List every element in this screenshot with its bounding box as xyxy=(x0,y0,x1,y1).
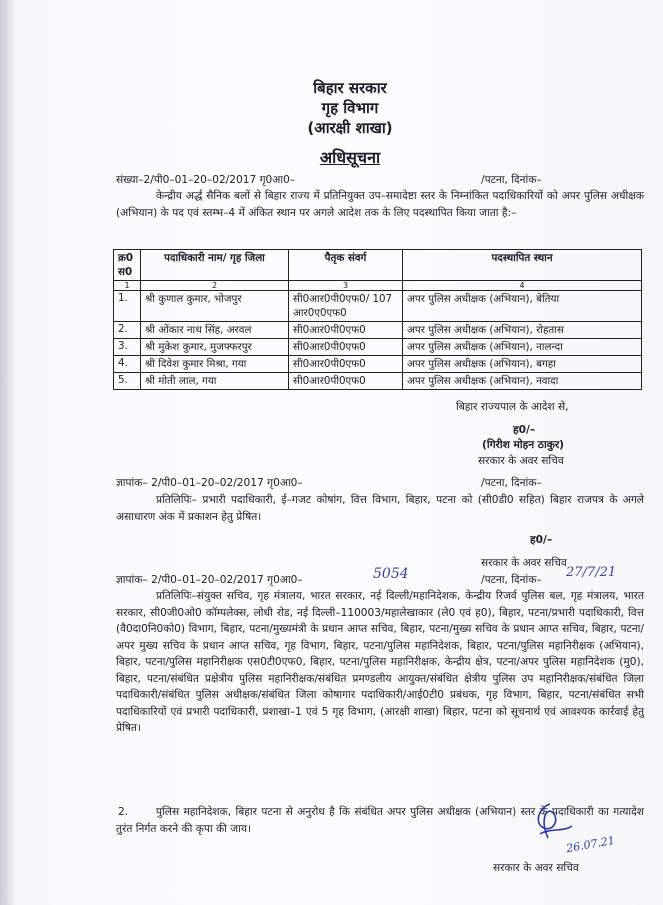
cell-sn: 4. xyxy=(114,356,141,373)
table-row xyxy=(114,373,642,390)
memo1-place-date: /पटना, दिनांक– xyxy=(481,477,542,489)
cell-posting: अपर पुलिस अधीक्षक (अभियान), रोहतास xyxy=(403,322,642,339)
signatory-designation: सरकार के अवर सचिव xyxy=(478,455,564,467)
memo1-copy: प्रतिलिपिः– प्रभारी पदाधिकारी, ई–गजट कोषांग, वित्त विभाग, बिहार, पटना को (सी0डी0 सहित) बिहार राजपत्र के अगले असाधारण अंक में प्रकाशन हेतु प्रेषित। xyxy=(116,494,644,523)
branch-name: (आरक्षी शाखा) xyxy=(307,119,393,137)
handwritten-number: 5054 xyxy=(373,566,409,582)
cell-cadre: सी0आर0पी0एफ0 xyxy=(289,322,403,339)
cell-posting: अपर पुलिस अधीक्षक (अभियान), बगहा xyxy=(403,356,642,373)
document-title: अधिसूचना xyxy=(319,148,381,167)
cell-cadre: सी0आर0पी0एफ0 xyxy=(289,373,403,390)
para2-text: पुलिस महानिदेशक, बिहार पटना से अनुरोध है कि संबंधित अपर पुलिस अधीक्षक (अभियान) स्तर के पदाधिकारी का गत्यादेश तुरंत निर्गत करने की कृपा की जाय। xyxy=(116,806,644,835)
notification-place-date: /पटना, दिनांक– xyxy=(481,174,542,186)
memo1-designation: सरकार के अवर सचिव xyxy=(481,557,567,569)
cell-posting: अपर पुलिस अधीक्षक (अभियान), नालन्दा xyxy=(403,339,642,356)
cell-name: श्री मुकेश कुमार, मुजफ्फरपुर xyxy=(141,339,289,356)
cell-name: श्री ओंकार नाथ सिंह, अरवल xyxy=(141,322,289,339)
colnum: 2 xyxy=(141,281,289,291)
cell-cadre: सी0आर0पी0एफ0 xyxy=(289,356,403,373)
colnum: 4 xyxy=(403,281,642,291)
memo2-ref: ज्ञापांक– 2/पी0–01–20–02/2017 गृ0आ0– xyxy=(116,574,303,586)
cell-posting: अपर पुलिस अधीक्षक (अभियान), नवादा xyxy=(403,373,642,390)
notification-paragraph: केन्द्रीय अर्द्ध सैनिक बलों से बिहार राज्य में प्रतिनियुक्त उप–समादेष्टा स्तर के निम्नांकित पदाधिकारियों को अपर पुलिस अधीक्षक (अभियान) के पद एवं स्तम्भ–4 में अंकित स्थान पर अगले आदेश तक के लिए पदस्थापित किया जाता है:– xyxy=(116,190,644,219)
cell-sn: 1. xyxy=(114,291,141,322)
memo1-ref: ज्ञापांक– 2/पी0–01–20–02/2017 गृ0आ0– xyxy=(116,477,303,489)
table-colnum-row xyxy=(114,281,642,291)
para2-number: 2. xyxy=(118,806,129,818)
cell-sn: 5. xyxy=(114,373,141,390)
memo2-place-date: /पटना, दिनांक– xyxy=(481,574,542,586)
department-name: गृह विभाग xyxy=(321,99,379,117)
table-header-row xyxy=(114,250,642,281)
cell-name: श्री मोती लाल, गया xyxy=(141,373,289,390)
posting-table xyxy=(113,249,642,390)
colnum: 3 xyxy=(289,281,403,291)
notification-ref: संख्या–2/पी0–01–20–02/2017 गृ0आ0– xyxy=(116,174,296,186)
memo1-signed-mark: ह0/– xyxy=(530,534,553,546)
govt-name: बिहार सरकार xyxy=(313,79,387,97)
cell-cadre: सी0आर0पी0एफ0/ 107 आर0ए0एफ0 xyxy=(289,291,403,322)
memo2-copy: प्रतिलिपिः–संयुक्त सचिव, गृह मंत्रालय, भारत सरकार, नई दिल्ली/महानिदेशक, केन्द्रीय रिजर्व पुलिस बल, गृह मंत्रालय, भारत सरकार, सी0जी0ओ0 कॉम्पलेक्स, लोधी रोड, नई दिल्ली–110003/महालेखाकार (ले0 एवं ह0), बिहार, पटना/प्रभारी पदाधिकारी, वित्त (वै0दा0नि0को0) विभाग, बिहार, पटना/मुख्यमंत्री के प्रधान आप्त सचिव, बिहार, पटना/मुख्य सचिव के प्रधान आप्त सचिव, बिहार, पटना/अपर मुख्य सचिव के प्रधान आप्त सचिव, गृह विभाग, बिहार, पटना/पुलिस महानिदेशक, बिहार, पटना/पुलिस महानिरीक्षक (अभियान), बिहार, पटना/पुलिस महानिरीक्षक एस0टी0एफ0, बिहार, पटना/पुलिस महानिरीक्षक, केन्द्रीय क्षेत्र, पटना/अपर पुलिस महानिदेशक (मु0), बिहार, पटना/संबंधित प्रक्षेत्रीय पुलिस महानिरीक्षक/संबंधित प्रमण्डलीय आयुक्त/संबंधित क्षेत्रीय पुलिस उप महानिरीक्षक/संबंधित जिला पदाधिकारी/संबंधित पुलिस अधीक्षक/संबंधित जिला कोषागार पदाधिकारी/आई0टी0 प्रबंधक, गृह विभाग, बिहार, पटना/संबंधित सभी पदाधिकारियों एवं प्रभारी पदाधिकारी, प्रशाखा–1 एवं 5 गृह विभाग, (आरक्षी शाखा) बिहार, पटना को सूचनार्थ एवं आवश्यक कार्रवाई हेतु प्रेषित। xyxy=(116,590,644,735)
header-cadre: पैतृक संवर्ग xyxy=(289,250,403,281)
cell-sn: 3. xyxy=(114,339,141,356)
table-row xyxy=(114,356,642,373)
colnum: 1 xyxy=(114,281,141,291)
signed-mark: ह0/– xyxy=(513,424,536,436)
cell-sn: 2. xyxy=(114,322,141,339)
cell-name: श्री दिवेश कुमार मिश्रा, गया xyxy=(141,356,289,373)
page-edge-shadow xyxy=(0,0,14,905)
header-name: पदाधिकारी नाम/ गृह जिला xyxy=(141,250,289,281)
signatory-name: (गिरीश मोहन ठाकुर) xyxy=(482,439,564,451)
header-sn: क्र0 स0 xyxy=(114,250,141,281)
memo2-designation: सरकार के अवर सचिव xyxy=(493,862,579,874)
handwritten-date: 27/7/21 xyxy=(566,565,617,580)
signature-date: 26.07.21 xyxy=(565,833,616,856)
cell-cadre: सी0आर0पी0एफ0 xyxy=(289,339,403,356)
table-row xyxy=(114,322,642,339)
by-order-text: बिहार राज्यपाल के आदेश से, xyxy=(456,401,569,413)
table-row xyxy=(114,339,642,356)
header-posting: पदस्थापित स्थान xyxy=(403,250,642,281)
cell-posting: अपर पुलिस अधीक्षक (अभियान), बेतिया xyxy=(403,291,642,322)
cell-name: श्री कुणाल कुमार, भोजपुर xyxy=(141,291,289,322)
table-row xyxy=(114,291,642,322)
